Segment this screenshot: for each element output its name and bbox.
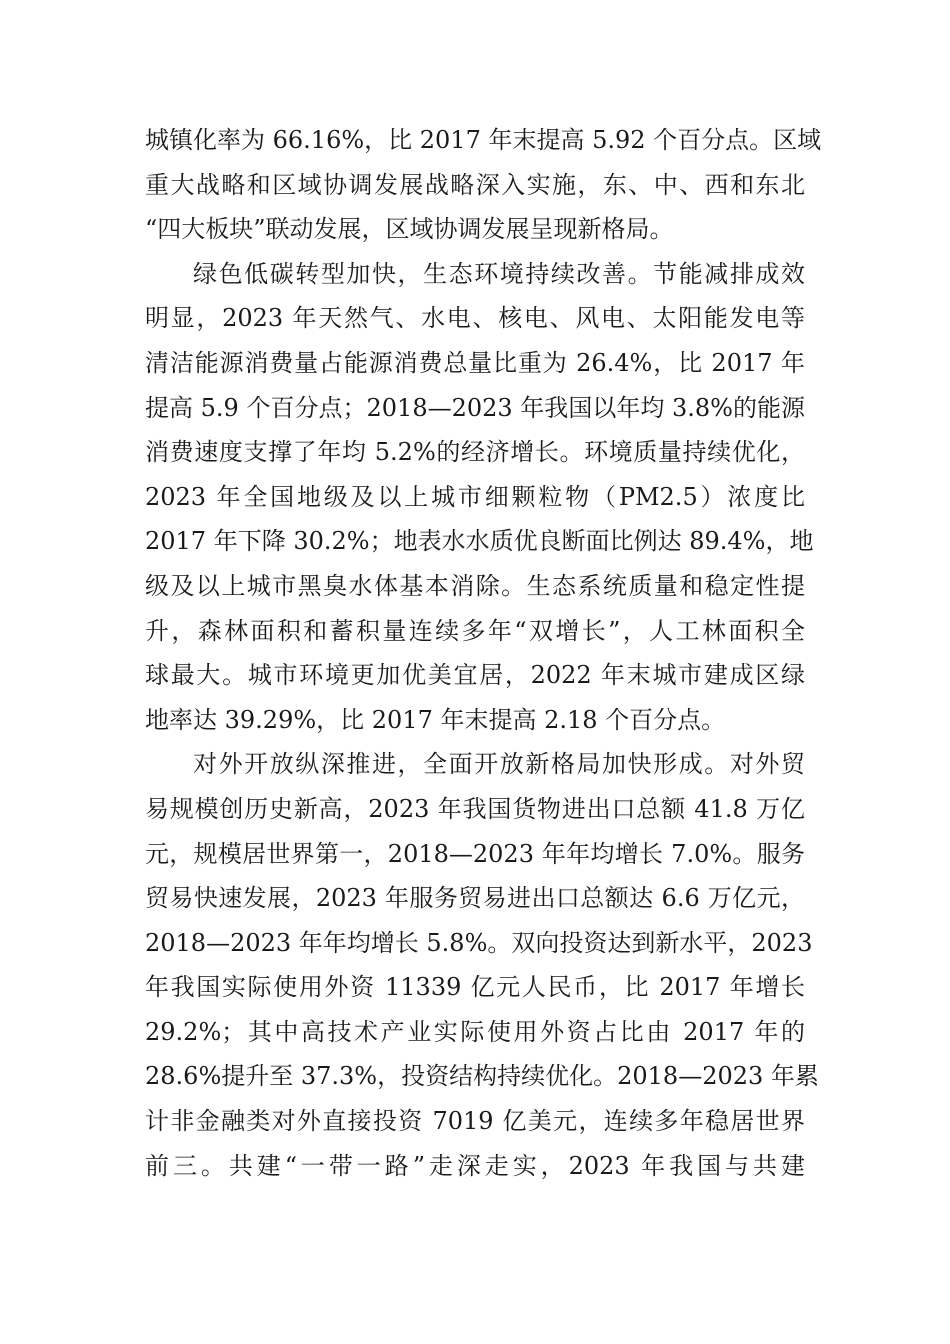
text-line: 元，规模居世界第一，2018—2023 年年均增长 7.0%。服务 [145,839,805,868]
text-line: 提高 5.9 个百分点；2018—2023 年我国以年均 3.8%的能源 [145,393,805,422]
text-line: 29.2%；其中高技术产业实际使用外资占比由 2017 年的 [145,1017,805,1046]
text-line: 2023 年全国地级及以上城市细颗粒物（PM2.5）浓度比 [145,482,805,511]
text-line: 贸易快速发展，2023 年服务贸易进出口总额达 6.6 万亿元， [145,884,805,913]
paragraph-green-transition [145,252,814,743]
text-line: 2018—2023 年年均增长 5.8%。双向投资达到新水平，2023 [145,928,813,957]
text-line: 绿色低碳转型加快，生态环境持续改善。节能减排成效 [193,259,805,288]
text-line: 28.6%提升至 37.3%，投资结构持续优化。2018—2023 年累 [145,1062,819,1091]
text-line: 地率达 39.29%，比 2017 年末提高 2.18 个百分点。 [145,705,726,734]
text-line: 明显，2023 年天然气、水电、核电、风电、太阳能发电等 [145,304,805,333]
text-line: 清洁能源消费量占能源消费总量比重为 26.4%，比 2017 年 [145,348,805,377]
paragraph-urbanization [145,118,822,252]
text-line: 2017 年下降 30.2%；地表水水质优良断面比例达 89.4%，地 [145,527,814,556]
text-line: 城镇化率为 66.16%，比 2017 年末提高 5.92 个百分点。区域 [145,126,822,154]
body-text [145,118,822,1188]
text-line: “四大板块”联动发展，区域协调发展呈现新格局。 [145,215,674,244]
text-line: 级及以上城市黑臭水体基本消除。生态系统质量和稳定性提 [145,571,805,600]
text-line: 前三。共建“一带一路”走深走实，2023 年我国与共建 [145,1151,805,1180]
text-line: 计非金融类对外直接投资 7019 亿美元，连续多年稳居世界 [145,1107,805,1136]
text-line: 重大战略和区域协调发展战略深入实施，东、中、西和东北 [145,170,805,199]
text-line: 球最大。城市环境更加优美宜居，2022 年末城市建成区绿 [145,661,805,690]
paragraph-opening-up [145,742,819,1188]
text-line: 消费速度支撑了年均 5.2%的经济增长。环境质量持续优化， [145,438,805,467]
text-line: 升，森林面积和蓄积量连续多年“双增长”，人工林面积全 [145,616,805,645]
text-line: 年我国实际使用外资 11339 亿元人民币，比 2017 年增长 [145,973,805,1002]
text-line: 对外开放纵深推进，全面开放新格局加快形成。对外贸 [193,750,805,779]
text-line: 易规模创历史新高，2023 年我国货物进出口总额 41.8 万亿 [145,794,805,823]
